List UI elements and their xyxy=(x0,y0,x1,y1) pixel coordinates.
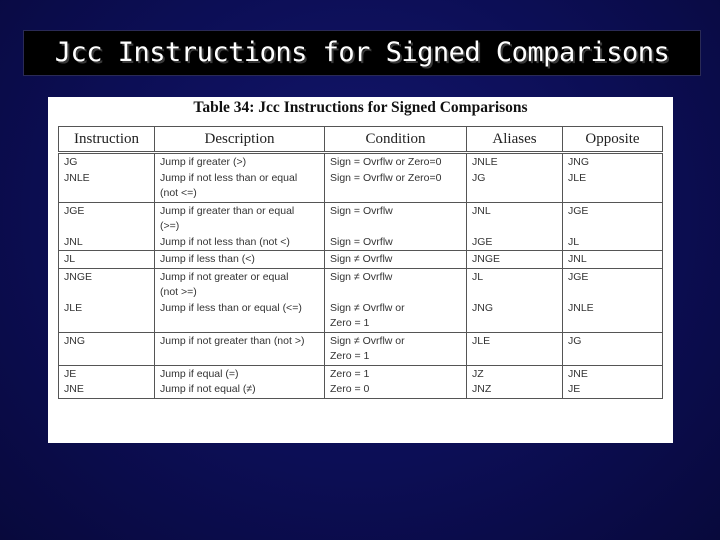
table-scan xyxy=(48,97,673,443)
instruction-cell: JNG xyxy=(59,332,155,365)
condition-cell xyxy=(325,268,467,301)
slide-title-bar xyxy=(24,31,700,75)
description-line: Jump if equal (=) xyxy=(160,367,239,380)
column-header-instruction: Instruction xyxy=(59,127,155,153)
aliases-cell: JNZ xyxy=(467,382,563,398)
aliases-cell: JNL xyxy=(467,202,563,235)
description-line: Jump if greater than or equal xyxy=(160,204,295,217)
condition-cell xyxy=(325,382,467,398)
instruction-cell: JLE xyxy=(59,301,155,333)
opposite-cell: JL xyxy=(563,235,663,251)
instruction-cell: JNE xyxy=(59,382,155,398)
column-header-description: Description xyxy=(155,127,325,153)
condition-cell xyxy=(325,365,467,382)
description-cell xyxy=(155,332,325,365)
opposite-cell: JE xyxy=(563,382,663,398)
condition-cell xyxy=(325,301,467,333)
description-line: Jump if not greater than (not >) xyxy=(160,334,305,347)
description-cell xyxy=(155,235,325,251)
condition-cell xyxy=(325,332,467,365)
description-line: Jump if less than or equal (<=) xyxy=(160,301,302,314)
table-row xyxy=(59,301,663,333)
condition-line: Sign = Ovrflw or Zero=0 xyxy=(330,171,442,184)
table-row xyxy=(59,365,663,382)
instruction-cell: JG xyxy=(59,153,155,171)
condition-line: Sign = Ovrflw xyxy=(330,235,393,248)
opposite-cell: JNL xyxy=(563,251,663,269)
opposite-cell: JNLE xyxy=(563,301,663,333)
instruction-cell: JL xyxy=(59,251,155,269)
opposite-cell: JGE xyxy=(563,202,663,235)
condition-line: Sign ≠ Ovrflw xyxy=(330,270,393,283)
description-cell xyxy=(155,268,325,301)
header-row xyxy=(59,127,663,153)
condition-line: Zero = 1 xyxy=(330,350,370,362)
condition-cell xyxy=(325,171,467,203)
jcc-table xyxy=(58,126,663,399)
aliases-cell: JL xyxy=(467,268,563,301)
table-caption: Table 34: Jcc Instructions for Signed Comparisons xyxy=(193,99,528,116)
description-line: Jump if not less than or equal xyxy=(160,171,298,184)
opposite-cell: JGE xyxy=(563,268,663,301)
condition-line: Sign ≠ Ovrflw or xyxy=(330,301,405,314)
condition-line: Zero = 1 xyxy=(330,317,370,329)
description-cell xyxy=(155,251,325,269)
table-row xyxy=(59,332,663,365)
description-line: Jump if greater (>) xyxy=(160,156,247,168)
condition-cell xyxy=(325,153,467,171)
description-line: Jump if not equal (≠) xyxy=(160,383,256,395)
aliases-cell: JNGE xyxy=(467,251,563,269)
description-cell xyxy=(155,153,325,171)
condition-cell xyxy=(325,202,467,235)
instruction-cell: JNGE xyxy=(59,268,155,301)
instruction-cell: JNL xyxy=(59,235,155,251)
description-line: (>=) xyxy=(160,220,180,232)
instruction-cell: JE xyxy=(59,365,155,382)
column-header-aliases: Aliases xyxy=(467,127,563,153)
condition-cell xyxy=(325,251,467,269)
condition-line: Sign = Ovrflw xyxy=(330,204,393,217)
opposite-cell: JG xyxy=(563,332,663,365)
description-line: (not <=) xyxy=(160,187,197,199)
table-row xyxy=(59,235,663,251)
condition-cell xyxy=(325,235,467,251)
aliases-cell: JNLE xyxy=(467,153,563,171)
slide-title: Jcc Instructions for Signed Comparisons xyxy=(54,37,670,68)
description-cell xyxy=(155,365,325,382)
description-line: Jump if not less than (not <) xyxy=(160,235,290,248)
table-row xyxy=(59,202,663,235)
aliases-cell: JNG xyxy=(467,301,563,333)
description-cell xyxy=(155,202,325,235)
description-line: Jump if not greater or equal xyxy=(160,270,289,283)
column-header-opposite: Opposite xyxy=(563,127,663,153)
opposite-cell: JNG xyxy=(563,153,663,171)
condition-line: Sign = Ovrflw or Zero=0 xyxy=(330,156,442,168)
aliases-cell: JLE xyxy=(467,332,563,365)
aliases-cell: JGE xyxy=(467,235,563,251)
opposite-cell: JNE xyxy=(563,365,663,382)
instruction-cell: JNLE xyxy=(59,171,155,203)
table-row xyxy=(59,251,663,269)
description-line: (not >=) xyxy=(160,286,197,298)
opposite-cell: JLE xyxy=(563,171,663,203)
condition-line: Sign ≠ Ovrflw xyxy=(330,253,393,265)
condition-line: Sign ≠ Ovrflw or xyxy=(330,334,405,347)
description-cell xyxy=(155,171,325,203)
instruction-cell: JGE xyxy=(59,202,155,235)
column-header-condition: Condition xyxy=(325,127,467,153)
aliases-cell: JG xyxy=(467,171,563,203)
condition-line: Zero = 0 xyxy=(330,383,370,395)
description-cell xyxy=(155,301,325,333)
aliases-cell: JZ xyxy=(467,365,563,382)
table-row xyxy=(59,153,663,171)
condition-line: Zero = 1 xyxy=(330,367,370,380)
table-row xyxy=(59,268,663,301)
description-cell xyxy=(155,382,325,398)
description-line: Jump if less than (<) xyxy=(160,253,255,265)
table-row xyxy=(59,171,663,203)
table-row xyxy=(59,382,663,398)
